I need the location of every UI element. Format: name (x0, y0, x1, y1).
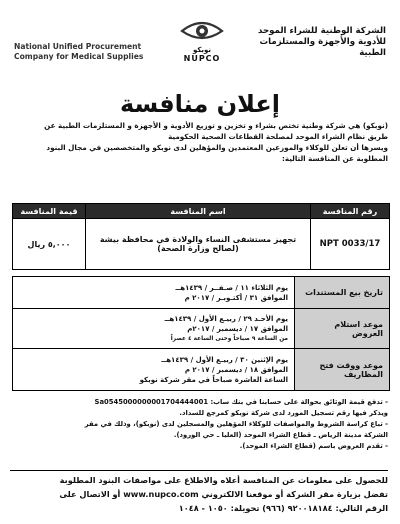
org-name-english (14, 42, 174, 62)
tender-value: ٥,٠٠٠ ريال (13, 219, 86, 270)
dates-table (12, 276, 390, 391)
tender-name-line1: تجهيز مستشفى النساء والولادة في محافظة بيشة (99, 235, 297, 244)
org-ar-line2: للأدوية والأجهزة والمستلزمات الطبية (259, 37, 386, 58)
page-title: إعلان منافسة (119, 90, 281, 118)
note-line: - تباع كراسة الشروط والمواصفات للوكلاء المؤهلين والمسجلين لدى (نوبكو)، وذلك في مقر (84, 420, 388, 428)
tender-number: NPT 0033/17 (311, 219, 390, 270)
footer-line: للحصول على معلومات عن المنافسة أعلاه والاطلاع على مواصفات البنود المطلوبة (59, 475, 388, 485)
intro-line: طريق نظام الشراء الموحد لمصلحة القطاعات الصحية الحكومية (168, 132, 388, 141)
tender-table-header (13, 204, 390, 219)
footer-contact (10, 470, 388, 515)
header-tender-value: قيمة المنافسة (13, 204, 86, 219)
note-line: - تدفع قيمة الوثائق بحوالة على حسابنا في بنك ساب: Sa0545000000001704444001 (94, 398, 388, 406)
intro-line: (نوبكو) هي شركة وطنية تختص بشراء و تخزين و توزيع الأدوية و الأجهزة و المستلزمات الطبية عن (44, 121, 388, 130)
date-line: الموافق ١٧ / ديسمبر / ٢٠١٧م (187, 324, 288, 333)
logo-text-english: NUPCO (183, 54, 221, 63)
note-line: ويذكر فيها رقم تسجيل المورد لدى شركة نوبكو كمرجع للسداد. (179, 409, 388, 417)
tender-table (12, 203, 390, 270)
date-value-envelope-opening (13, 349, 295, 391)
intro-text (10, 120, 388, 164)
divider (10, 470, 388, 471)
notes (10, 397, 388, 452)
date-line: الموافق ٣١ / أكتـوبـر / ٢٠١٧ م (184, 293, 288, 302)
date-line: يوم الأحـد ٢٩ / ربيـع الأول / ١٤٣٩هــ (164, 314, 288, 323)
tender-name (86, 219, 311, 270)
date-line: يوم الإثنين ٣٠ / ربيـع الأول / ١٤٣٩هــ (161, 355, 288, 364)
date-value-doc-sale (13, 277, 295, 309)
tender-name-line2: (لصالح وزارة الصحة) (157, 244, 239, 253)
org-en-line2: Company for Medical Supplies (14, 52, 144, 61)
date-value-bid-receipt (13, 309, 295, 349)
footer-line: الرقم التالي: ٩٢٠٠١٨١٨٤ (٩٦٦) تحويلة: ١٠٥٠ - ١٠٤٨ (178, 503, 388, 513)
date-line: الموافق ١٨ / ديسمبر / ٢٠١٧ م (184, 365, 288, 374)
date-line: الساعة العاشرة صباحاً في مقر شركة نوبكو (139, 375, 288, 384)
org-ar-line1: الشركة الوطنية للشراء الموحد (258, 26, 386, 36)
intro-line: المطلوبة عن المنافسة التالية: (281, 154, 388, 163)
header-tender-number: رقم المنافسة (311, 204, 390, 219)
table-row (13, 309, 390, 349)
nupco-logo (172, 18, 232, 62)
table-row (13, 219, 390, 270)
date-line: من الساعة ٩ صباحاً وحتى الساعة ٤ عصراً (170, 335, 288, 342)
intro-line: ويسرها أن تعلن للوكلاء والموزعين المعتمدين والمؤهلين لدى نوبكو والمتخصصين في مجال البنود (46, 143, 388, 152)
date-label-envelope-opening: موعد ووقت فتح المظاريف (295, 349, 390, 391)
note-line: الشركة مدينة الرياض ـ قطاع الشراء الموحد (العليا ـ حي الورود). (173, 431, 388, 439)
table-row (13, 277, 390, 309)
footer-line: تفضل بزيارة مقر الشركة أو موقعنا الالكتروني www.nupco.com أو الاتصال على (59, 489, 388, 499)
org-name-arabic (236, 26, 386, 59)
logo-text-arabic: نوبكو (192, 46, 212, 54)
header-tender-name: اسم المنافسة (86, 204, 311, 219)
eye-logo-icon (180, 18, 224, 42)
header (0, 14, 400, 74)
date-line: يوم الثلاثاء ١١ / صـفــر / ١٤٣٩هــ (175, 283, 288, 292)
table-row (13, 349, 390, 391)
date-label-bid-receipt: موعد استلام العروض (295, 309, 390, 349)
org-en-line1: National Unified Procurement (14, 42, 142, 51)
note-line: - تقدم العروض باسم (قطاع الشراء الموحد). (239, 442, 388, 450)
date-label-doc-sale: تاريخ بيع المستندات (295, 277, 390, 309)
